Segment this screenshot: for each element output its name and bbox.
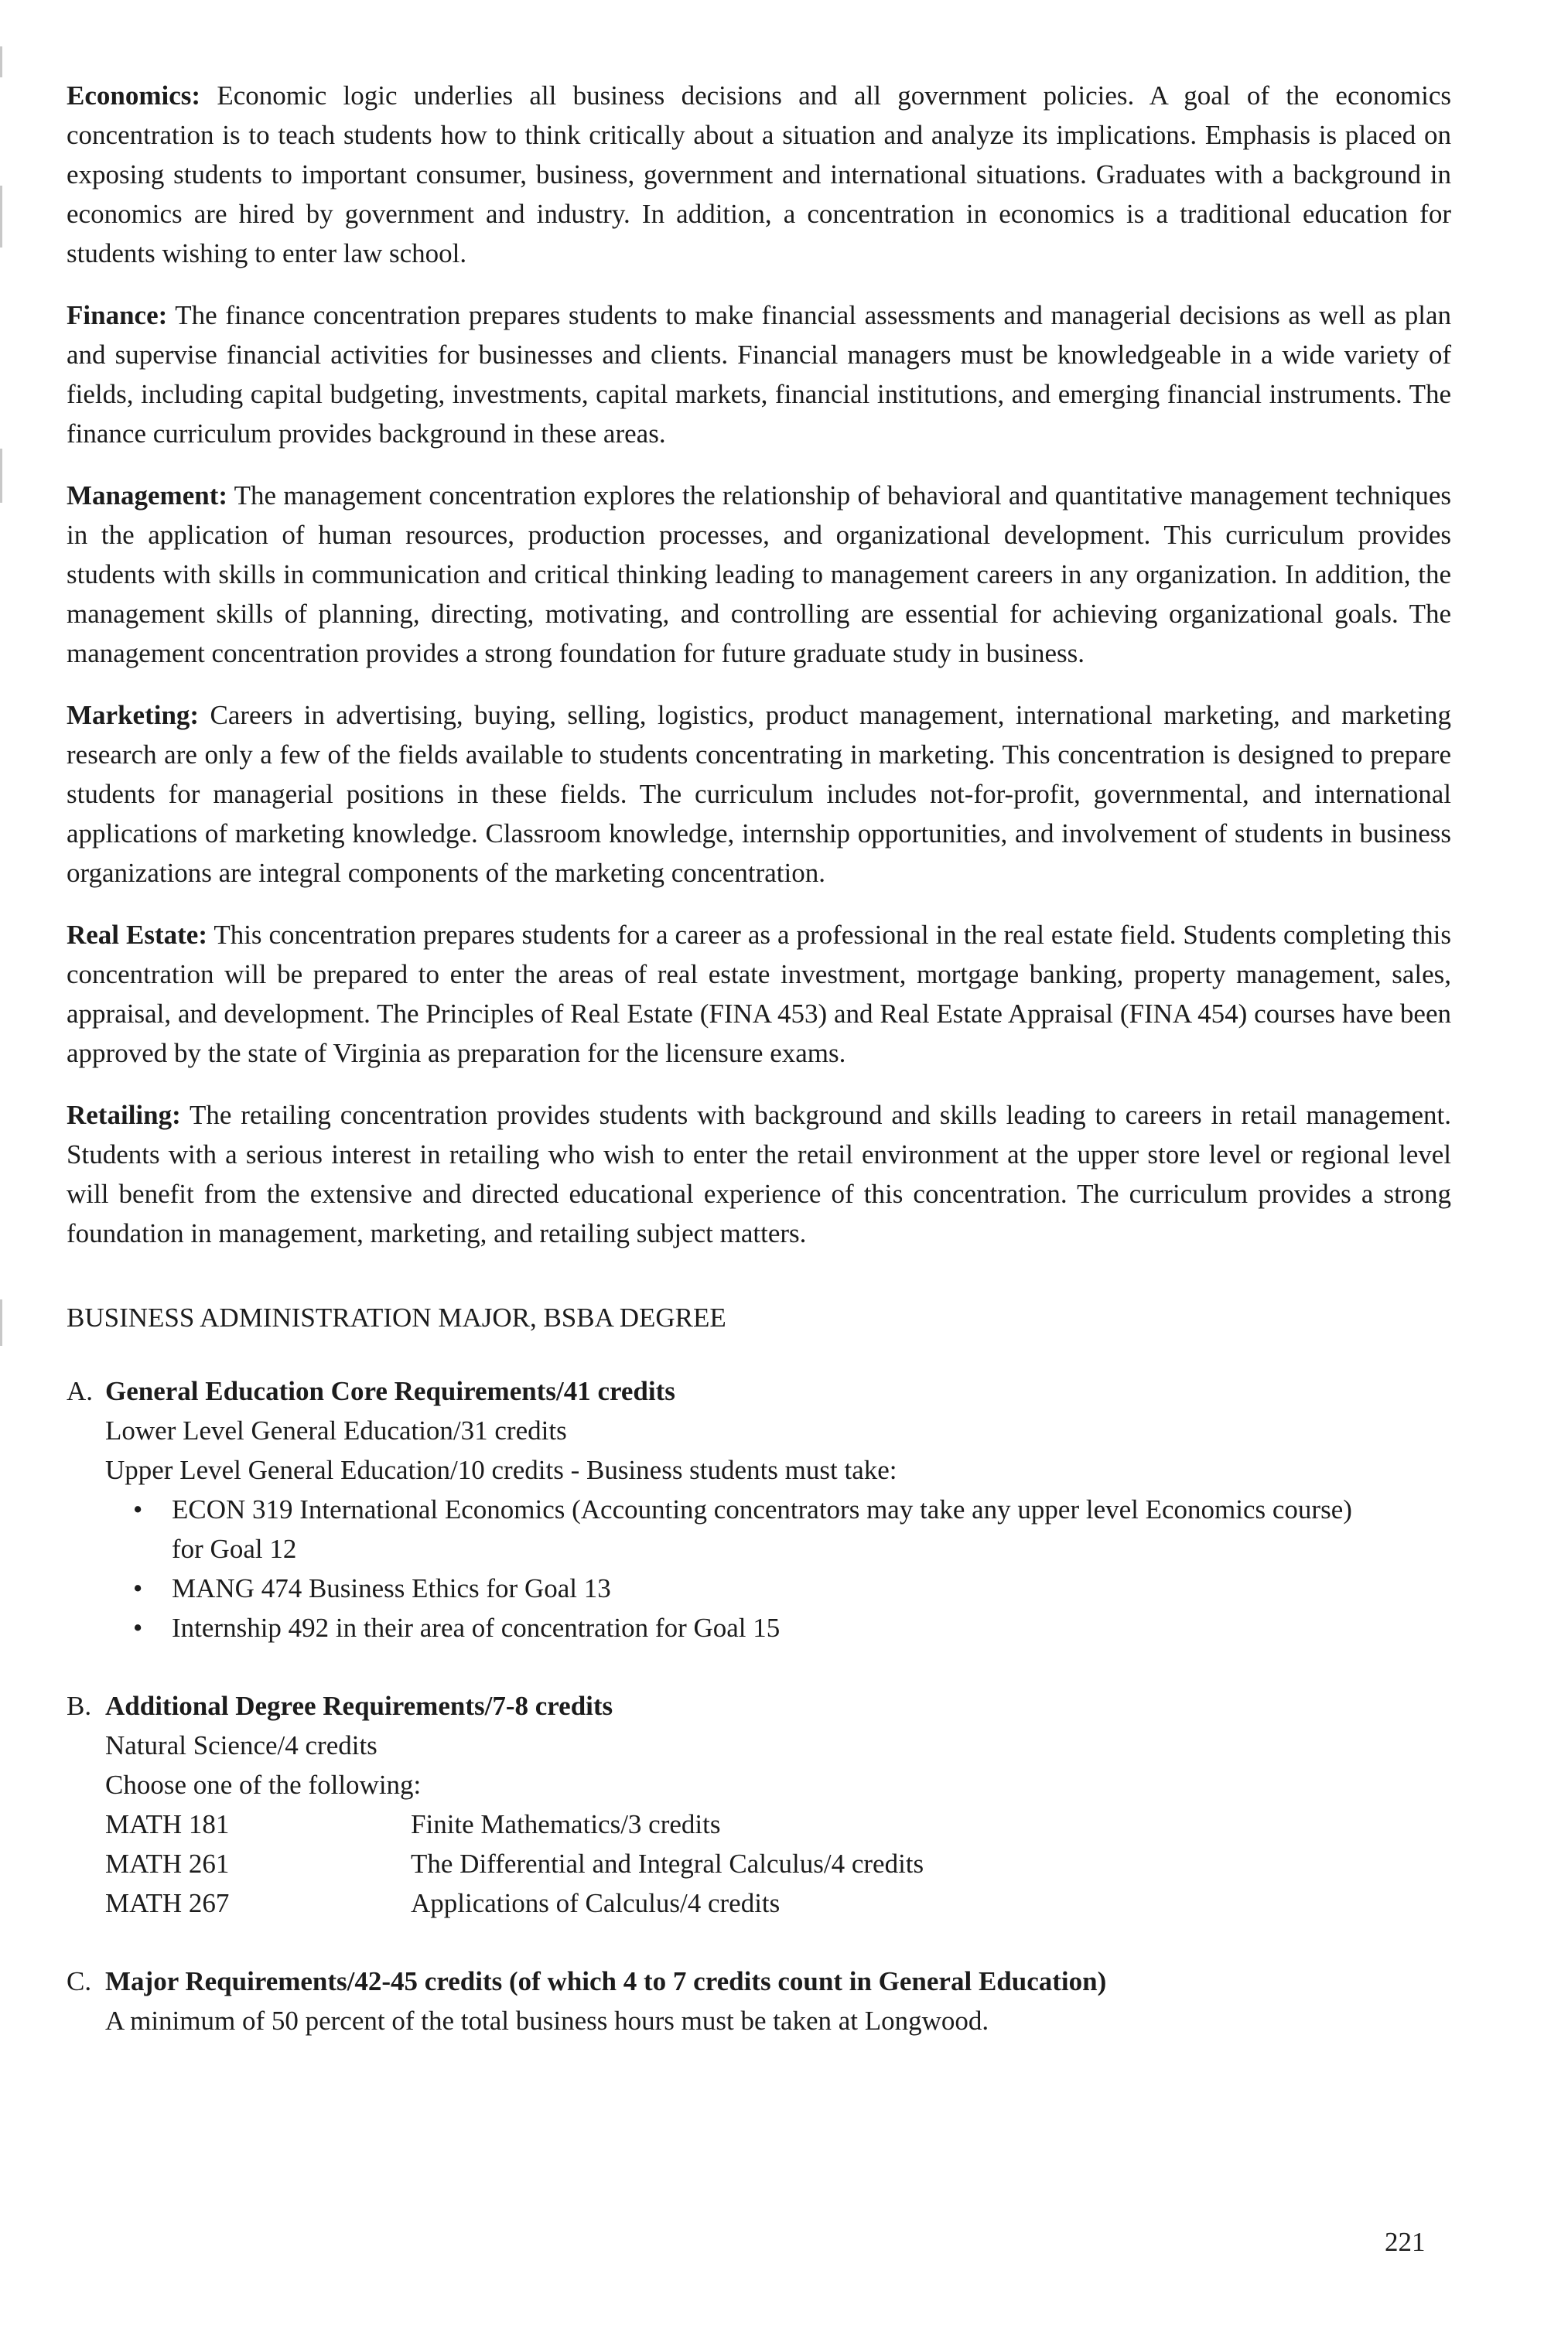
requirement-c <box>67 1962 1451 2040</box>
requirement-title: Additional Degree Requirements/7-8 credits <box>105 1691 613 1721</box>
requirement-b <box>67 1686 1451 1923</box>
requirement-heading <box>67 1371 1451 1411</box>
paragraph-text: The finance concentration prepares students to make financial assessments and managerial decisions as well as plan and supervise financial activities for businesses and clients. Financial managers must be knowledgeable in a wide variety of fields, including capital budgeting, investments, capital markets, financial institutions, and emerging financial instruments. The finance curriculum provides background in these areas. <box>67 300 1451 449</box>
requirement-line: Upper Level General Education/10 credits - Business students must take: <box>105 1455 897 1485</box>
course-name: The Differential and Integral Calculus/4 credits <box>411 1849 924 1879</box>
paragraph-economics <box>67 76 1451 273</box>
paragraph-heading: Economics: <box>67 80 201 111</box>
paragraph-text: The retailing concentration provides students with background and skills leading to careers in retail management. Students with a serious interest in retailing who wish to enter the retail environment at the upper store level or regional level will benefit from the extensive and directed educational experience of this concentration. The curriculum provides a strong foundation in management, marketing, and retailing subject matters. <box>67 1100 1451 1248</box>
course-code: MATH 261 <box>105 1849 230 1879</box>
requirement-letter: B. <box>67 1691 92 1721</box>
requirement-heading <box>67 1686 1451 1726</box>
paragraph-real-estate <box>67 915 1451 1073</box>
requirement-title: General Education Core Requirements/41 credits <box>105 1376 675 1406</box>
requirement-title: Major Requirements/42-45 credits (of which 4 to 7 credits count in General Education) <box>105 1966 1107 1996</box>
page-number: 221 <box>1385 2227 1426 2257</box>
bullet-list <box>105 1490 1371 1648</box>
requirement-line: Lower Level General Education/31 credits <box>105 1415 567 1446</box>
requirement-a <box>67 1371 1451 1648</box>
paragraph-text: This concentration prepares students for a career as a professional in the real estate field. Students completing this concentration will be prepared to enter the areas of real estate investment, mortgage banking, property management, sales, appraisal, and development. The Principles of Real Estate (FINA 453) and Real Estate Appraisal (FINA 454) courses have been approved by the state of Virginia as preparation for the licensure exams. <box>67 920 1451 1068</box>
paragraph-heading: Marketing: <box>67 700 200 730</box>
requirement-heading <box>67 1962 1451 2001</box>
course-name: Applications of Calculus/4 credits <box>411 1888 781 1918</box>
requirement-line: Choose one of the following: <box>105 1770 422 1800</box>
paragraph-retailing <box>67 1095 1451 1253</box>
paragraph-management <box>67 476 1451 673</box>
paragraph-text: Economic logic underlies all business decisions and all government policies. A goal of the economics concentration is to teach students how to think critically about a situation and analyze its implications. Emphasis is placed on exposing students to important consumer, business, government and international situations. Graduates with a background in economics are hired by government and industry. In addition, a concentration in economics is a traditional education for students wishing to enter law school. <box>67 80 1451 268</box>
paragraph-text: Careers in advertising, buying, selling, logistics, product management, international marketing, and marketing research are only a few of the fields available to students concentrating in marketing. This concentration is designed to prepare students for managerial positions in these fields. The curriculum includes not-for-profit, governmental, and international applications of marketing knowledge. Classroom knowledge, internship opportunities, and involvement of students in business organizations are integral components of the marketing concentration. <box>67 700 1452 888</box>
bullet-item: • ECON 319 International Economics (Accounting concentrators may take any upper level Economics course) for Goal 12 <box>133 1490 1371 1569</box>
requirement-body <box>105 1411 1451 1648</box>
course-code: MATH 181 <box>105 1809 230 1839</box>
bullet-item: • MANG 474 Business Ethics for Goal 13 <box>133 1569 1371 1608</box>
paragraph-heading: Retailing: <box>67 1100 181 1130</box>
paragraph-finance <box>67 295 1451 453</box>
requirement-body <box>105 1726 1451 1923</box>
course-row <box>105 1805 1451 1844</box>
requirement-line: Natural Science/4 credits <box>105 1730 377 1760</box>
course-row <box>105 1883 1451 1923</box>
course-name: Finite Mathematics/3 credits <box>411 1809 721 1839</box>
scan-edge-mark <box>0 186 2 248</box>
requirement-line: A minimum of 50 percent of the total business hours must be taken at Longwood. <box>105 2006 989 2036</box>
document-page <box>67 76 1451 2079</box>
section-title: BUSINESS ADMINISTRATION MAJOR, BSBA DEGREE <box>67 1303 726 1333</box>
requirement-letter: A. <box>67 1376 94 1406</box>
course-code: MATH 267 <box>105 1888 230 1918</box>
requirement-letter: C. <box>67 1966 92 1996</box>
paragraph-heading: Management: <box>67 480 228 510</box>
paragraph-heading: Finance: <box>67 300 168 330</box>
paragraph-text: The management concentration explores the relationship of behavioral and quantitative management techniques in the application of human resources, production processes, and organizational development. This curriculum provides students with skills in communication and critical thinking leading to management careers in any organization. In addition, the management skills of planning, directing, motivating, and controlling are essential for achieving organizational goals. The management concentration provides a strong foundation for future graduate study in business. <box>67 480 1451 668</box>
scan-edge-mark <box>0 46 2 77</box>
bullet-item: • Internship 492 in their area of concentration for Goal 15 <box>133 1608 1371 1648</box>
scan-edge-mark <box>0 1299 2 1346</box>
paragraph-marketing <box>67 695 1451 893</box>
scan-edge-mark <box>0 449 2 503</box>
requirement-body <box>105 2001 1451 2040</box>
paragraph-heading: Real Estate: <box>67 920 207 950</box>
course-row <box>105 1844 1451 1883</box>
